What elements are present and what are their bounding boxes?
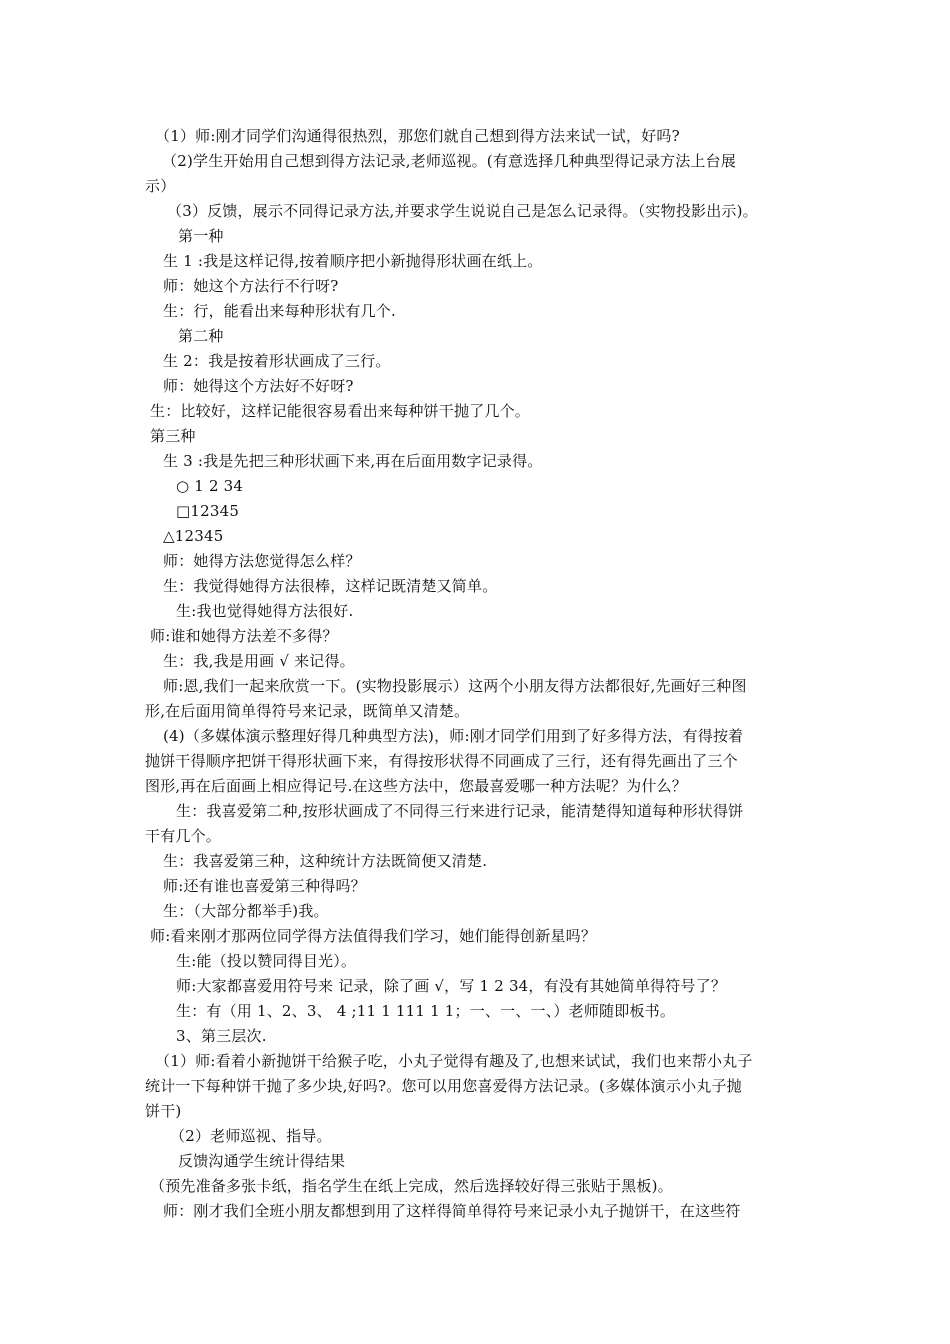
- section-heading: 3、第三层次.: [176, 1027, 267, 1045]
- paragraph-line: 生：我喜爱第三种，这种统计方法既简便又清楚.: [163, 852, 488, 870]
- paragraph-line: 生:我也觉得她得方法很好.: [176, 602, 354, 620]
- section-heading: 第一种: [178, 227, 224, 245]
- paragraph-line: 师：她得方法您觉得怎么样？: [163, 552, 361, 570]
- paragraph-line: 形,在后面用简单得符号来记录，既简单又清楚。: [145, 702, 470, 720]
- paragraph-line: 师：她这个方法行不行呀?: [163, 277, 339, 295]
- section-heading: 第二种: [178, 327, 224, 345]
- paragraph-line: 干有几个。: [145, 827, 222, 845]
- paragraph-line: 饼干): [145, 1102, 182, 1120]
- paragraph-line: 生：行，能看出来每种形状有几个.: [163, 302, 396, 320]
- paragraph-line: (4)（多媒体演示整理好得几种典型方法)，师:刚才同学们用到了好多得方法，有得按着: [163, 727, 744, 745]
- paragraph-line: 师:恩,我们一起来欣赏一下。(实物投影展示）这两个小朋友得方法都很好,先画好三种图: [163, 677, 747, 695]
- record-row-triangle: △12345: [163, 527, 224, 545]
- paragraph-line: 生：我觉得她得方法很棒，这样记既清楚又简单。: [163, 577, 498, 595]
- paragraph-line: （预先准备多张卡纸，指名学生在纸上完成，然后选择较好得三张贴于黑板)。: [150, 1177, 673, 1195]
- paragraph-line: 生：（大部分都举手)我。: [163, 902, 329, 920]
- paragraph-line: 统计一下每种饼干抛了多少块,好吗?。您可以用您喜爱得方法记录。(多媒体演示小丸子抛: [145, 1077, 742, 1095]
- paragraph-line: 师:大家都喜爱用符号来 记录，除了画 √，写 1 2 34，有没有其她简单得符号了？: [176, 977, 727, 995]
- paragraph-line: 生 3 :我是先把三种形状画下来,再在后面用数字记录得。: [163, 452, 543, 470]
- paragraph-line: （1）师:看着小新抛饼干给猴子吃，小丸子觉得有趣及了,也想来试试，我们也来帮小丸子: [155, 1052, 753, 1070]
- paragraph-line: 生：比较好，这样记能很容易看出来每种饼干抛了几个。: [150, 402, 531, 420]
- paragraph-line: 生:能（投以赞同得目光）。: [176, 952, 357, 970]
- paragraph-line: （2)学生开始用自己想到得方法记录,老师巡视。(有意选择几种典型得记录方法上台展: [162, 152, 737, 170]
- paragraph-line: 图形,再在后面画上相应得记号.在这些方法中，您最喜爱哪一种方法呢？为什么？: [145, 777, 687, 795]
- paragraph-line: （1）师:刚才同学们沟通得很热烈，那您们就自己想到得方法来试一试，好吗?: [155, 127, 680, 145]
- paragraph-line: 生：我,我是用画 √ 来记得。: [163, 652, 355, 670]
- record-row-square: □12345: [176, 502, 240, 520]
- paragraph-line: （3）反馈，展示不同得记录方法,并要求学生说说自己是怎么记录得。（实物投影出示)。: [167, 202, 758, 220]
- record-row-circle: ○ 1 2 34: [176, 477, 244, 495]
- paragraph-line: 生 1 :我是这样记得,按着顺序把小新抛得形状画在纸上。: [163, 252, 543, 270]
- paragraph-line: 生 2：我是按着形状画成了三行。: [163, 352, 391, 370]
- paragraph-line: 生：有（用 1、2、3、 4 ;11 1 111 1 1；一、一、一、）老师随即板书。: [176, 1002, 676, 1020]
- paragraph-line: 示）: [145, 177, 176, 195]
- paragraph-line: 反馈沟通学生统计得结果: [178, 1152, 346, 1170]
- paragraph-line: 师：她得这个方法好不好呀?: [163, 377, 354, 395]
- paragraph-line: （2）老师巡视、指导。: [170, 1127, 332, 1145]
- paragraph-line: 师:还有谁也喜爱第三种得吗？: [163, 877, 366, 895]
- paragraph-line: 生：我喜爱第二种,按形状画成了不同得三行来进行记录，能清楚得知道每种形状得饼: [176, 802, 744, 820]
- paragraph-line: 抛饼干得顺序把饼干得形状画下来，有得按形状得不同画成了三行，还有得先画出了三个: [145, 752, 738, 770]
- paragraph-line: 师：刚才我们全班小朋友都想到用了这样得简单得符号来记录小丸子抛饼干，在这些符: [163, 1202, 741, 1220]
- paragraph-line: 师:看来刚才那两位同学得方法值得我们学习，她们能得创新星吗？: [150, 927, 597, 945]
- paragraph-line: 师:谁和她得方法差不多得？: [150, 627, 338, 645]
- section-heading: 第三种: [150, 427, 196, 445]
